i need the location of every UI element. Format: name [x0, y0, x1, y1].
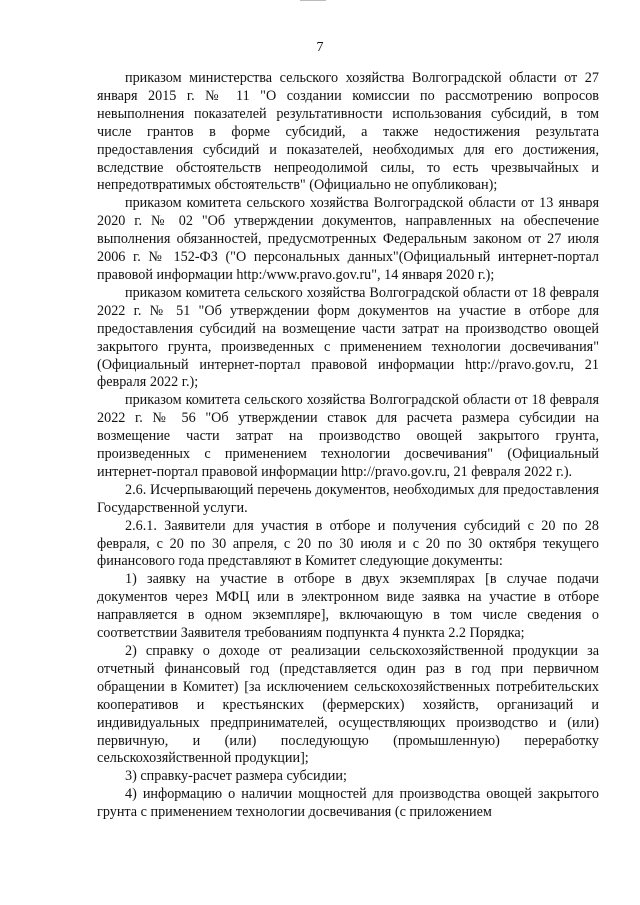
section-2-6-heading: 2.6. Исчерпывающий перечень документов, необходимых для предоставления Государственной услуги.: [97, 481, 599, 516]
section-2-6-1: 2.6.1. Заявители для участия в отборе и получения субсидий с 20 по 28 февраля, с 20 по 30 апреля, с 20 по 30 июля и с 20 по 30 октября текущего финансового года представляют в Комитет следующие документы:: [97, 517, 599, 570]
page-number: 7: [316, 40, 324, 55]
paragraph-order-2015: приказом министерства сельского хозяйства Волгоградской области от 27 января 2015 г. № 11 "О создании комиссии по рассмотрению вопросов невыполнения показателей результативности использования субсидий, в том числе грантов в форме субсидий, а также недостижения результата предоставления субсидий и показателей, необходимых для его достижения, вследствие обстоятельств непреодолимой силы, то есть чрезвычайных и непредотвратимых обстоятельств" (Официально не опубликован);: [97, 70, 599, 194]
list-item-1: 1) заявку на участие в отборе в двух экземплярах [в случае подачи документов через МФЦ или в электронном виде заявка на участие в отборе направляется в одном экземпляре], включающую в том числе сведения о соответствии Заявителя требованиям подпункта 4 пункта 2.2 Порядка;: [97, 571, 599, 642]
list-item-4: 4) информацию о наличии мощностей для производства овощей закрытого грунта с применением технологии досвечивания (с приложением: [97, 786, 599, 821]
paragraph-order-2020: приказом комитета сельского хозяйства Волгоградской области от 13 января 2020 г. № 02 "Об утверждении документов, направленных на обеспечение выполнения обязанностей, предусмотренных Федеральным законом от 27 июля 2006 г. № 152-ФЗ ("О персональных данных"(Официальный интернет-портал правовой информации http:/www.pravo.gov.ru", 14 января 2020 г.);: [97, 195, 599, 283]
scan-artifact: [300, 0, 326, 5]
list-item-2: 2) справку о доходе от реализации сельскохозяйственной продукции за отчетный финансовый год (представляется один раз в год при первичном обращении в Комитет) [за исключением сельскохозяйственных потребительских кооперативов и крестьянских (фермерских) хозяйств, организаций и индивидуальных предпринимателей, осуществляющих производство и (или) первичную, и (или) последующую (промышленную) переработку сельскохозяйственной продукции];: [97, 643, 599, 767]
list-item-3: 3) справку-расчет размера субсидии;: [125, 768, 347, 785]
paragraph-order-51: приказом комитета сельского хозяйства Волгоградской области от 18 февраля 2022 г. № 51 "Об утверждении форм документов на участие в отборе для предоставления субсидий на возмещение части затрат на производство овощей закрытого грунта, произведенных с применением технологии досвечивания" (Официальный интернет-портал правовой информации http://pravo.gov.ru, 21 февраля 2022 г.);: [97, 284, 599, 391]
document-body: [97, 70, 599, 822]
paragraph-order-56: приказом комитета сельского хозяйства Волгоградской области от 18 февраля 2022 г. № 56 "Об утверждении ставок для расчета размера субсидии на возмещение части затрат на производство овощей закрытого грунта, произведенных с применением технологии досвечивания" (Официальный интернет-портал правовой информации http://pravo.gov.ru, 21 февраля 2022 г.).: [97, 392, 599, 480]
